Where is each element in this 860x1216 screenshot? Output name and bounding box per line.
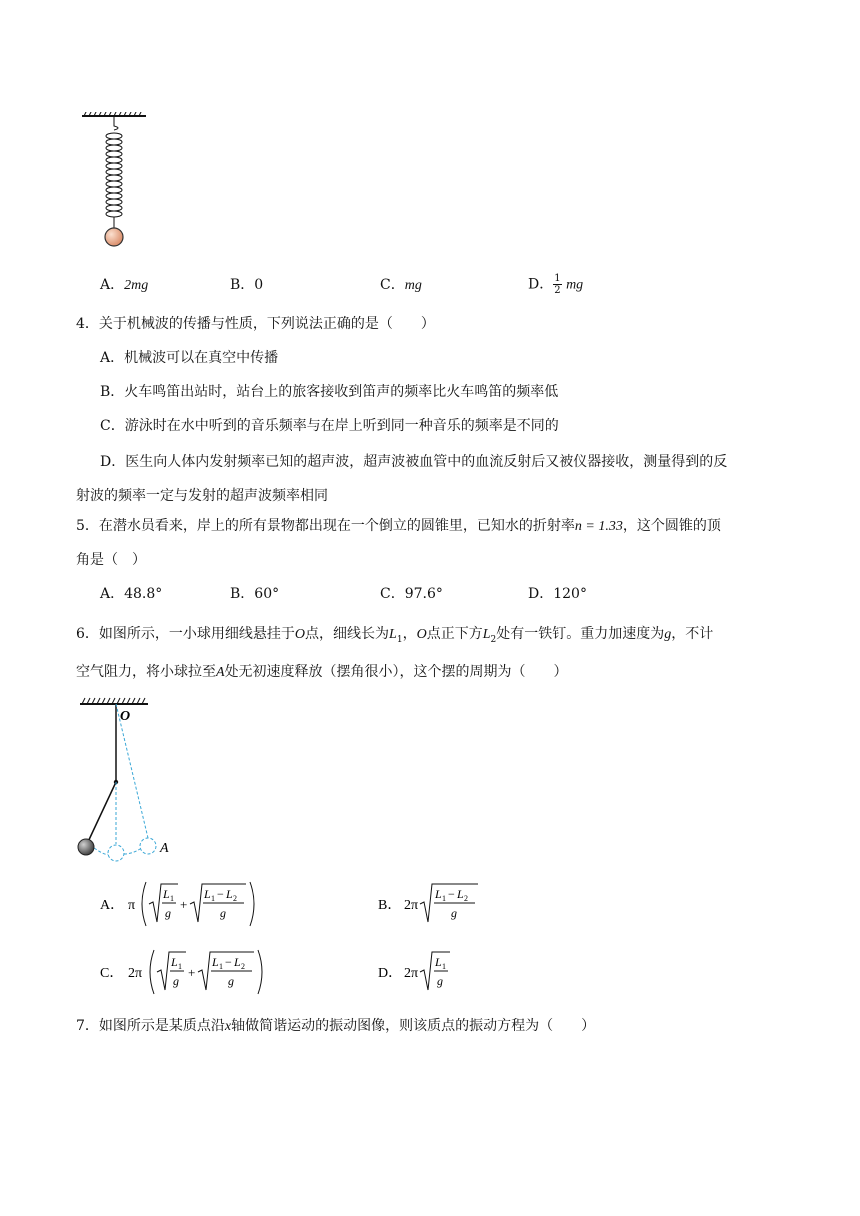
svg-text:2π: 2π — [404, 966, 419, 981]
svg-text:C．: C． — [100, 966, 124, 981]
option-c: C．mg — [380, 277, 422, 293]
svg-text:2: 2 — [241, 962, 245, 971]
question-7-stem: 7．如图所示是某质点沿x轴做简谐运动的振动图像，则该质点的振动方程为（ ） — [76, 1018, 596, 1034]
option-a: A．2mg — [100, 277, 149, 293]
question-6-stem: 6．如图所示，一小球用细线悬挂于O点，细线长为$L_1$，O点正下方$L_2$处有一铁钉。重力加速度为g，不计 — [76, 626, 714, 645]
q6-option-d — [378, 946, 478, 998]
svg-text:2π: 2π — [128, 966, 143, 981]
svg-text:A．: A． — [100, 898, 125, 913]
svg-text:1: 1 — [211, 894, 215, 903]
svg-text:L: L — [435, 955, 442, 969]
q6-option-c — [100, 946, 280, 998]
svg-text:g: g — [165, 906, 171, 920]
svg-text:g: g — [173, 974, 179, 988]
option-d: D． $\frac{1}{2}$ mg — [528, 273, 584, 296]
svg-text:−: − — [448, 887, 455, 901]
svg-text:L: L — [212, 955, 219, 969]
svg-text:1: 1 — [442, 894, 446, 903]
q5-option-b: B．60° — [230, 586, 280, 602]
q4-option-c: C．游泳时在水中听到的音乐频率与在岸上听到同一种音乐的频率是不同的 — [100, 418, 559, 434]
svg-text:L: L — [435, 887, 442, 901]
svg-text:1: 1 — [442, 962, 446, 971]
svg-text:L: L — [163, 887, 170, 901]
question-6-stem-cont: 空气阻力，将小球拉至A处无初速度释放（摆角很小），这个摆的周期为（ ） — [76, 664, 568, 680]
question-5-stem-cont: 角是（ ） — [76, 552, 146, 568]
option-b: B．0 — [230, 277, 264, 293]
svg-text:1: 1 — [178, 962, 182, 971]
q4-option-d-cont: 射波的频率一定与发射的超声波频率相同 — [76, 488, 328, 504]
point-a-label: A — [160, 841, 169, 856]
q5-option-c: C．97.6° — [380, 586, 443, 602]
svg-text:B．: B． — [378, 898, 402, 913]
svg-text:2π: 2π — [404, 898, 419, 913]
svg-text:2: 2 — [464, 894, 468, 903]
svg-text:+: + — [180, 897, 188, 912]
svg-text:L: L — [204, 887, 211, 901]
q4-option-a: A．机械波可以在真空中传播 — [100, 350, 279, 366]
q5-option-a: A．48.8° — [100, 586, 163, 602]
q4-option-b: B．火车鸣笛出站时，站台上的旅客接收到笛声的频率比火车鸣笛的频率低 — [100, 384, 559, 400]
svg-text:L: L — [171, 955, 178, 969]
svg-text:−: − — [217, 887, 224, 901]
svg-text:L: L — [234, 955, 241, 969]
svg-text:2: 2 — [233, 894, 237, 903]
svg-text:g: g — [451, 906, 457, 920]
svg-text:g: g — [228, 974, 234, 988]
svg-text:π: π — [128, 898, 136, 913]
svg-text:g: g — [220, 906, 226, 920]
q5-option-d: D．120° — [528, 586, 587, 602]
point-o-label: O — [120, 709, 131, 724]
svg-text:+: + — [188, 965, 196, 980]
svg-text:1: 1 — [170, 894, 174, 903]
fraction: $\frac{1}{2}$ — [554, 273, 561, 296]
pendulum-figure — [76, 696, 186, 862]
q4-option-d: D．医生向人体内发射频率已知的超声波，超声波被血管中的血流反射后又被仪器接收，测量得到的反 — [100, 454, 728, 470]
svg-text:−: − — [225, 955, 232, 969]
svg-text:1: 1 — [219, 962, 223, 971]
svg-text:D．: D． — [378, 966, 403, 981]
q6-option-a — [100, 878, 270, 930]
svg-text:L: L — [226, 887, 233, 901]
svg-text:L: L — [457, 887, 464, 901]
question-4-stem: 4．关于机械波的传播与性质，下列说法正确的是（ ） — [76, 316, 435, 332]
question-5-stem: 5．在潜水员看来，岸上的所有景物都出现在一个倒立的圆锥里，已知水的折射率n = 1.33，这个圆锥的顶 — [76, 518, 721, 534]
svg-text:g: g — [437, 974, 443, 988]
q6-option-b — [378, 878, 498, 930]
spring-figure — [76, 112, 152, 252]
